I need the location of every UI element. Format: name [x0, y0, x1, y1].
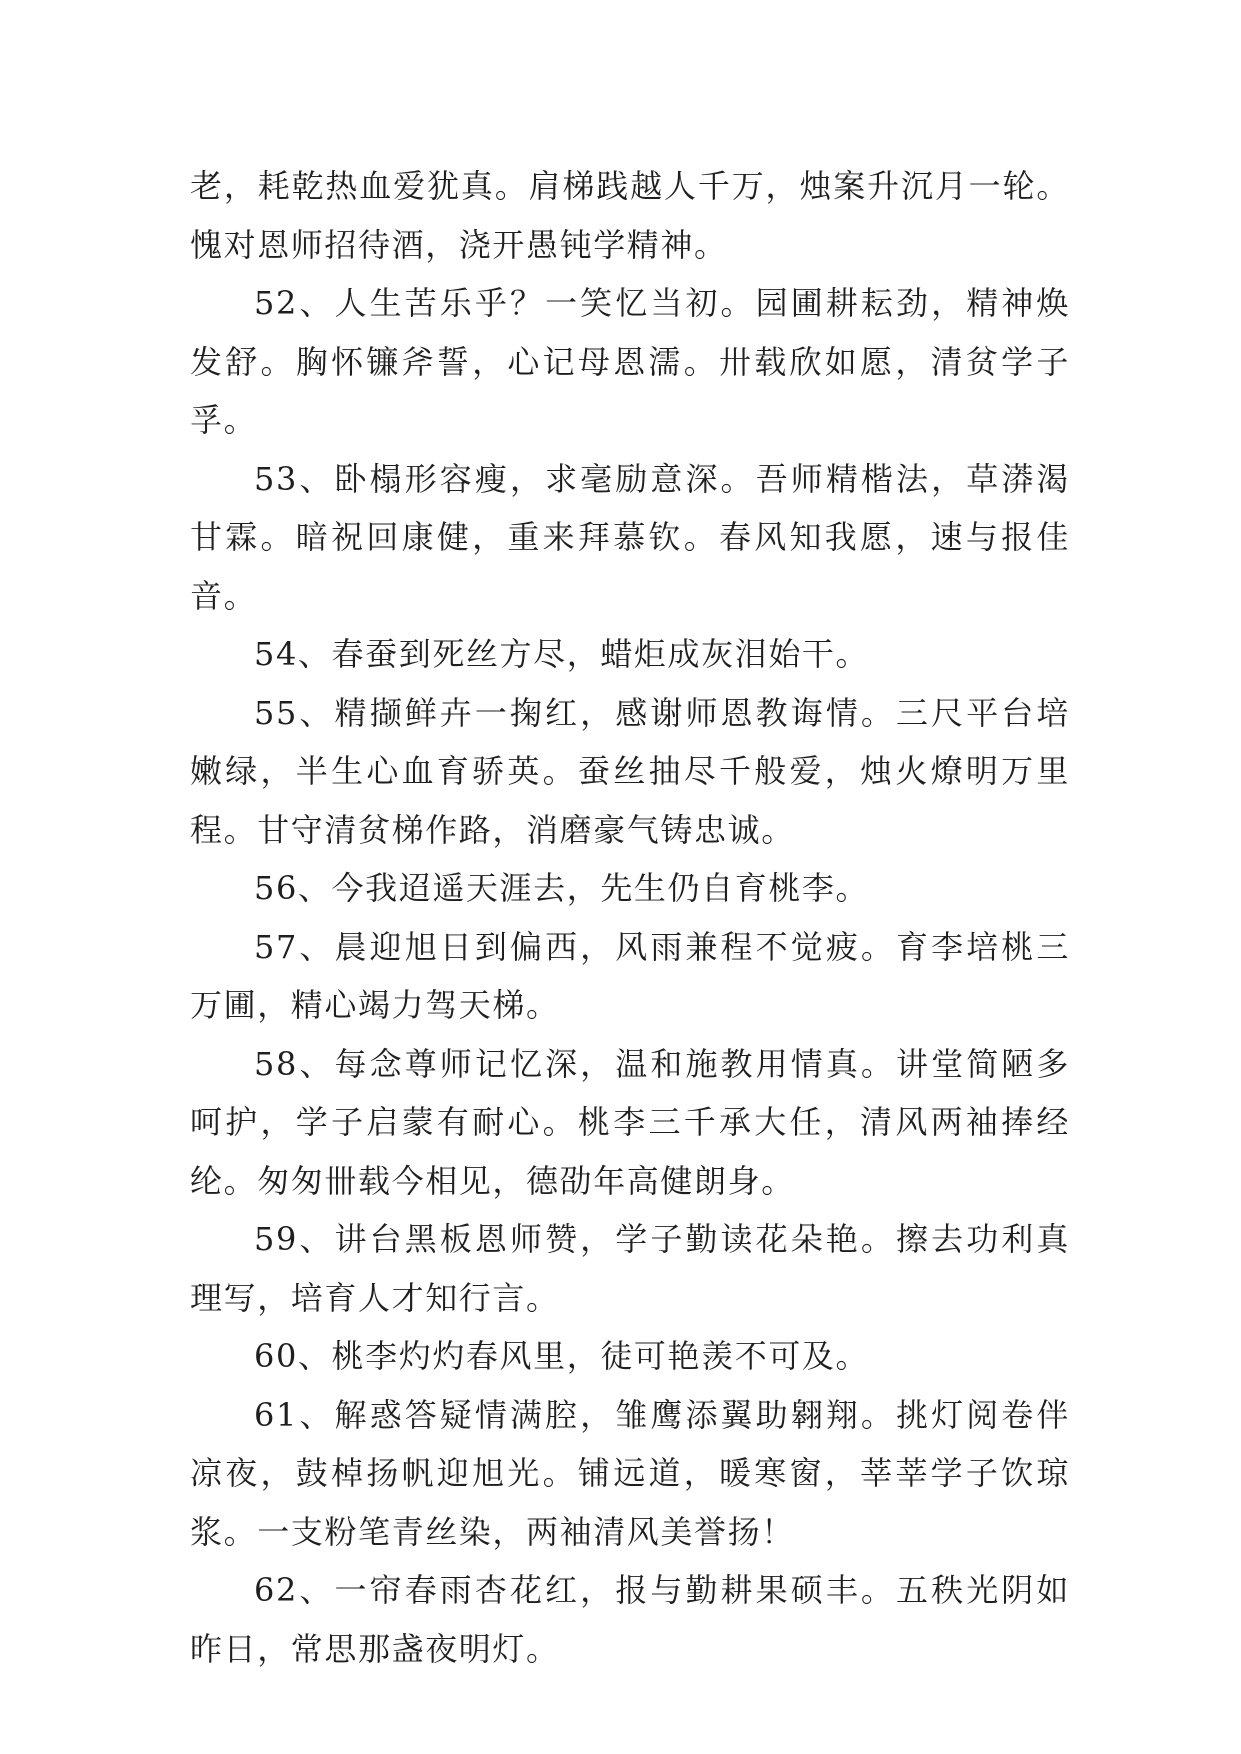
paragraph-poem-61: 61、解惑答疑情满腔，雏鹰添翼助翱翔。挑灯阅卷伴凉夜，鼓棹扬帆迎旭光。铺远道，暖寒窗，莘莘学子饮琼浆。一支粉笔青丝染，两袖清风美誉扬！	[190, 1395, 1070, 1551]
document-body	[190, 157, 1070, 1678]
paragraph-poem-62: 62、一帘春雨杏花红，报与勤耕果硕丰。五秩光阴如昨日，常思那盏夜明灯。	[190, 1571, 1070, 1668]
paragraph-poem-52: 52、人生苦乐乎？一笑忆当初。园圃耕耘劲，精神焕发舒。胸怀镰斧誓，心记母恩濡。卅载欣如愿，清贫学子孚。	[190, 284, 1070, 439]
paragraph-poem-59: 59、讲台黑板恩师赞，学子勤读花朵艳。擦去功利真理写，培育人才知行言。	[190, 1220, 1070, 1317]
paragraph-poem-57: 57、晨迎旭日到偏西，风雨兼程不觉疲。育李培桃三万圃，精心竭力驾天梯。	[190, 927, 1070, 1024]
paragraph-poem-55: 55、精撷鲜卉一掬红，感谢师恩教诲情。三尺平台培嫩绿，半生心血育骄英。蚕丝抽尽千般爱，烛火燎明万里程。甘守清贫梯作路，消磨豪气铸忠诚。	[190, 693, 1070, 849]
paragraph-poem-54: 54、春蚕到死丝方尽，蜡炬成灰泪始干。	[254, 635, 870, 673]
paragraph-continuation: 老，耗乾热血爱犹真。肩梯践越人千万，烛案升沉月一轮。愧对恩师招待酒，浇开愚钝学精神。	[190, 167, 1070, 264]
paragraph-poem-56: 56、今我迢遥天涯去，先生仍自育桃李。	[254, 869, 870, 907]
paragraph-poem-60: 60、桃李灼灼春风里，徒可艳羡不可及。	[254, 1337, 870, 1375]
paragraph-poem-53: 53、卧榻形容瘦，求毫励意深。吾师精楷法，草漭渴甘霖。暗祝回康健，重来拜慕钦。春风知我愿，速与报佳音。	[190, 459, 1070, 615]
paragraph-poem-58: 58、每念尊师记忆深，温和施教用情真。讲堂简陋多呵护，学子启蒙有耐心。桃李三千承大任，清风两袖捧经纶。匆匆卌载今相见，德劭年高健朗身。	[190, 1044, 1070, 1200]
